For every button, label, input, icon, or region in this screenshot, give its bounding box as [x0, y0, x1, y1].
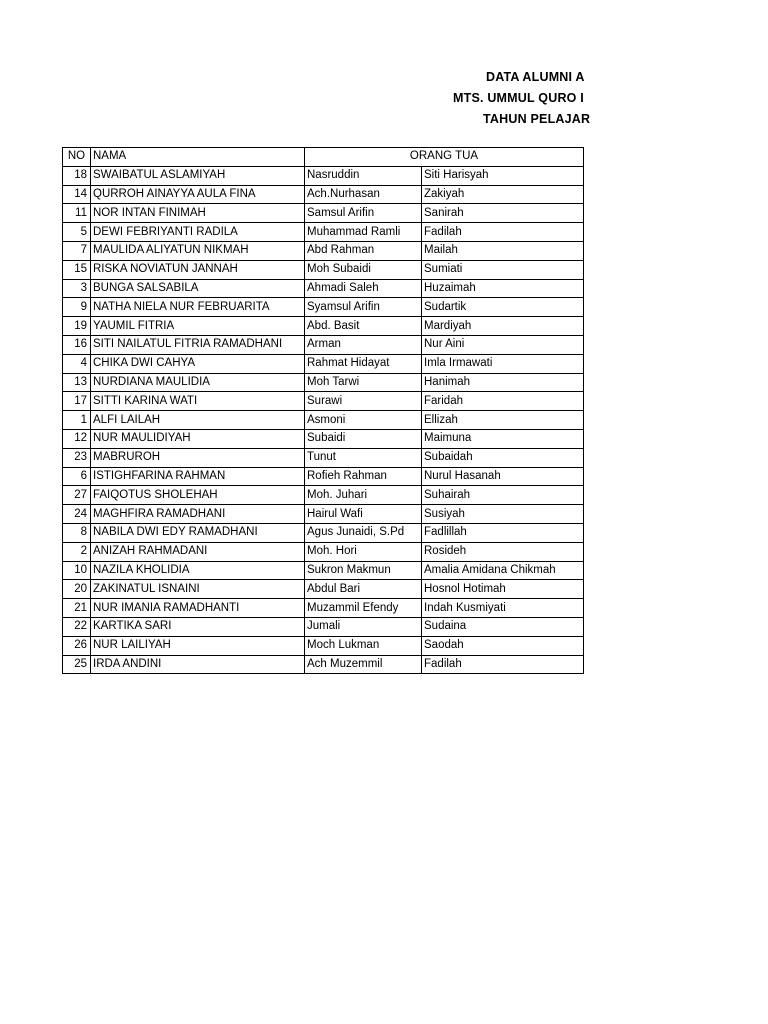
cell-no: 4: [63, 354, 91, 373]
table-row: [63, 467, 584, 486]
cell-no: 11: [63, 204, 91, 223]
cell-nama: QURROH AINAYYA AULA FINA: [91, 185, 305, 204]
cell-no: 18: [63, 166, 91, 185]
cell-no: 19: [63, 317, 91, 336]
cell-ibu: Siti Harisyah: [422, 166, 584, 185]
cell-nama: MABRUROH: [91, 448, 305, 467]
cell-nama: FAIQOTUS SHOLEHAH: [91, 486, 305, 505]
cell-ibu: Amalia Amidana Chikmah: [422, 561, 584, 580]
table-row: [63, 429, 584, 448]
cell-no: 15: [63, 260, 91, 279]
table-row: [63, 448, 584, 467]
column-header-nama: NAMA: [91, 148, 305, 167]
cell-ayah: Ach Muzemmil: [305, 655, 422, 674]
cell-no: 16: [63, 335, 91, 354]
cell-ibu: Sumiati: [422, 260, 584, 279]
cell-ayah: Surawi: [305, 392, 422, 411]
cell-nama: ZAKINATUL ISNAINI: [91, 580, 305, 599]
header-year: TAHUN PELAJAR: [483, 112, 591, 126]
cell-nama: NOR INTAN FINIMAH: [91, 204, 305, 223]
column-header-no: NO: [63, 148, 91, 167]
cell-ibu: Sudaina: [422, 617, 584, 636]
cell-no: 13: [63, 373, 91, 392]
cell-ayah: Ahmadi Saleh: [305, 279, 422, 298]
cell-nama: SWAIBATUL ASLAMIYAH: [91, 166, 305, 185]
cell-ayah: Tunut: [305, 448, 422, 467]
cell-ibu: Hanimah: [422, 373, 584, 392]
cell-ibu: Nur Aini: [422, 335, 584, 354]
cell-nama: BUNGA SALSABILA: [91, 279, 305, 298]
table-body: [63, 166, 584, 674]
cell-ibu: Hosnol Hotimah: [422, 580, 584, 599]
cell-no: 10: [63, 561, 91, 580]
cell-ibu: Subaidah: [422, 448, 584, 467]
table-row: [63, 505, 584, 524]
cell-ibu: Nurul Hasanah: [422, 467, 584, 486]
table-row: [63, 279, 584, 298]
cell-ayah: Syamsul Arifin: [305, 298, 422, 317]
table-row: [63, 354, 584, 373]
cell-nama: ALFI LAILAH: [91, 411, 305, 430]
table-row: [63, 298, 584, 317]
cell-no: 8: [63, 523, 91, 542]
cell-no: 5: [63, 223, 91, 242]
table-row: [63, 335, 584, 354]
table-row: [63, 599, 584, 618]
cell-no: 6: [63, 467, 91, 486]
cell-nama: NUR LAILIYAH: [91, 636, 305, 655]
table-row: [63, 617, 584, 636]
cell-nama: ANIZAH RAHMADANI: [91, 542, 305, 561]
cell-ibu: Susiyah: [422, 505, 584, 524]
header-title: DATA ALUMNI A: [486, 70, 585, 84]
cell-ayah: Moh Subaidi: [305, 260, 422, 279]
cell-ibu: Rosideh: [422, 542, 584, 561]
cell-no: 25: [63, 655, 91, 674]
table-row: [63, 486, 584, 505]
cell-ibu: Fadilah: [422, 655, 584, 674]
cell-ayah: Rahmat Hidayat: [305, 354, 422, 373]
cell-ayah: Subaidi: [305, 429, 422, 448]
cell-nama: YAUMIL FITRIA: [91, 317, 305, 336]
cell-ibu: Sanirah: [422, 204, 584, 223]
cell-nama: MAULIDA ALIYATUN NIKMAH: [91, 241, 305, 260]
cell-nama: NAZILA KHOLIDIA: [91, 561, 305, 580]
table-row: [63, 411, 584, 430]
cell-ibu: Sudartik: [422, 298, 584, 317]
table-row: [63, 636, 584, 655]
cell-nama: NUR IMANIA RAMADHANTI: [91, 599, 305, 618]
document-header: [0, 70, 768, 130]
cell-nama: KARTIKA SARI: [91, 617, 305, 636]
cell-no: 22: [63, 617, 91, 636]
cell-nama: DEWI FEBRIYANTI RADILA: [91, 223, 305, 242]
alumni-table: [62, 147, 584, 674]
cell-nama: IRDA ANDINI: [91, 655, 305, 674]
cell-no: 7: [63, 241, 91, 260]
cell-no: 26: [63, 636, 91, 655]
cell-ibu: Fadilah: [422, 223, 584, 242]
cell-ayah: Muzammil Efendy: [305, 599, 422, 618]
cell-no: 20: [63, 580, 91, 599]
cell-no: 23: [63, 448, 91, 467]
cell-no: 9: [63, 298, 91, 317]
cell-ibu: Mardiyah: [422, 317, 584, 336]
cell-ayah: Moh. Hori: [305, 542, 422, 561]
table-row: [63, 317, 584, 336]
cell-ayah: Moh Tarwi: [305, 373, 422, 392]
cell-ayah: Abd. Basit: [305, 317, 422, 336]
cell-no: 17: [63, 392, 91, 411]
table-row: [63, 392, 584, 411]
cell-ibu: Mailah: [422, 241, 584, 260]
cell-nama: NABILA DWI EDY RAMADHANI: [91, 523, 305, 542]
cell-no: 21: [63, 599, 91, 618]
cell-no: 1: [63, 411, 91, 430]
cell-ibu: Indah Kusmiyati: [422, 599, 584, 618]
cell-no: 12: [63, 429, 91, 448]
cell-ayah: Samsul Arifin: [305, 204, 422, 223]
cell-ayah: Hairul Wafi: [305, 505, 422, 524]
cell-ayah: Ach.Nurhasan: [305, 185, 422, 204]
cell-nama: CHIKA DWI CAHYA: [91, 354, 305, 373]
cell-ayah: Rofieh Rahman: [305, 467, 422, 486]
table-row: [63, 542, 584, 561]
cell-nama: MAGHFIRA RAMADHANI: [91, 505, 305, 524]
cell-nama: SITI NAILATUL FITRIA RAMADHANI: [91, 335, 305, 354]
cell-ibu: Imla Irmawati: [422, 354, 584, 373]
cell-no: 14: [63, 185, 91, 204]
cell-nama: NATHA NIELA NUR FEBRUARITA: [91, 298, 305, 317]
column-header-orang-tua: ORANG TUA: [305, 148, 584, 167]
cell-ayah: Abdul Bari: [305, 580, 422, 599]
cell-ayah: Moch Lukman: [305, 636, 422, 655]
cell-ayah: Agus Junaidi, S.Pd: [305, 523, 422, 542]
cell-ibu: Saodah: [422, 636, 584, 655]
cell-ibu: Ellizah: [422, 411, 584, 430]
cell-ibu: Huzaimah: [422, 279, 584, 298]
cell-ayah: Abd Rahman: [305, 241, 422, 260]
cell-ayah: Moh. Juhari: [305, 486, 422, 505]
cell-ayah: Nasruddin: [305, 166, 422, 185]
header-school: MTS. UMMUL QURO I: [453, 91, 584, 105]
cell-ibu: Faridah: [422, 392, 584, 411]
cell-ayah: Muhammad Ramli: [305, 223, 422, 242]
table-row: [63, 655, 584, 674]
cell-no: 2: [63, 542, 91, 561]
cell-nama: RISKA NOVIATUN JANNAH: [91, 260, 305, 279]
cell-ayah: Jumali: [305, 617, 422, 636]
cell-nama: NURDIANA MAULIDIA: [91, 373, 305, 392]
cell-no: 3: [63, 279, 91, 298]
cell-ibu: Fadlillah: [422, 523, 584, 542]
cell-no: 24: [63, 505, 91, 524]
cell-nama: NUR MAULIDIYAH: [91, 429, 305, 448]
table-row: [63, 241, 584, 260]
cell-ayah: Sukron Makmun: [305, 561, 422, 580]
cell-ibu: Zakiyah: [422, 185, 584, 204]
table-row: [63, 580, 584, 599]
cell-nama: SITTI KARINA WATI: [91, 392, 305, 411]
table-row: [63, 204, 584, 223]
table-header-row: [63, 148, 584, 167]
cell-ibu: Suhairah: [422, 486, 584, 505]
table-row: [63, 561, 584, 580]
cell-nama: ISTIGHFARINA RAHMAN: [91, 467, 305, 486]
cell-ayah: Arman: [305, 335, 422, 354]
table-row: [63, 373, 584, 392]
cell-ayah: Asmoni: [305, 411, 422, 430]
table-row: [63, 260, 584, 279]
table-row: [63, 523, 584, 542]
cell-ibu: Maimuna: [422, 429, 584, 448]
table-row: [63, 223, 584, 242]
cell-no: 27: [63, 486, 91, 505]
table-row: [63, 166, 584, 185]
table-row: [63, 185, 584, 204]
